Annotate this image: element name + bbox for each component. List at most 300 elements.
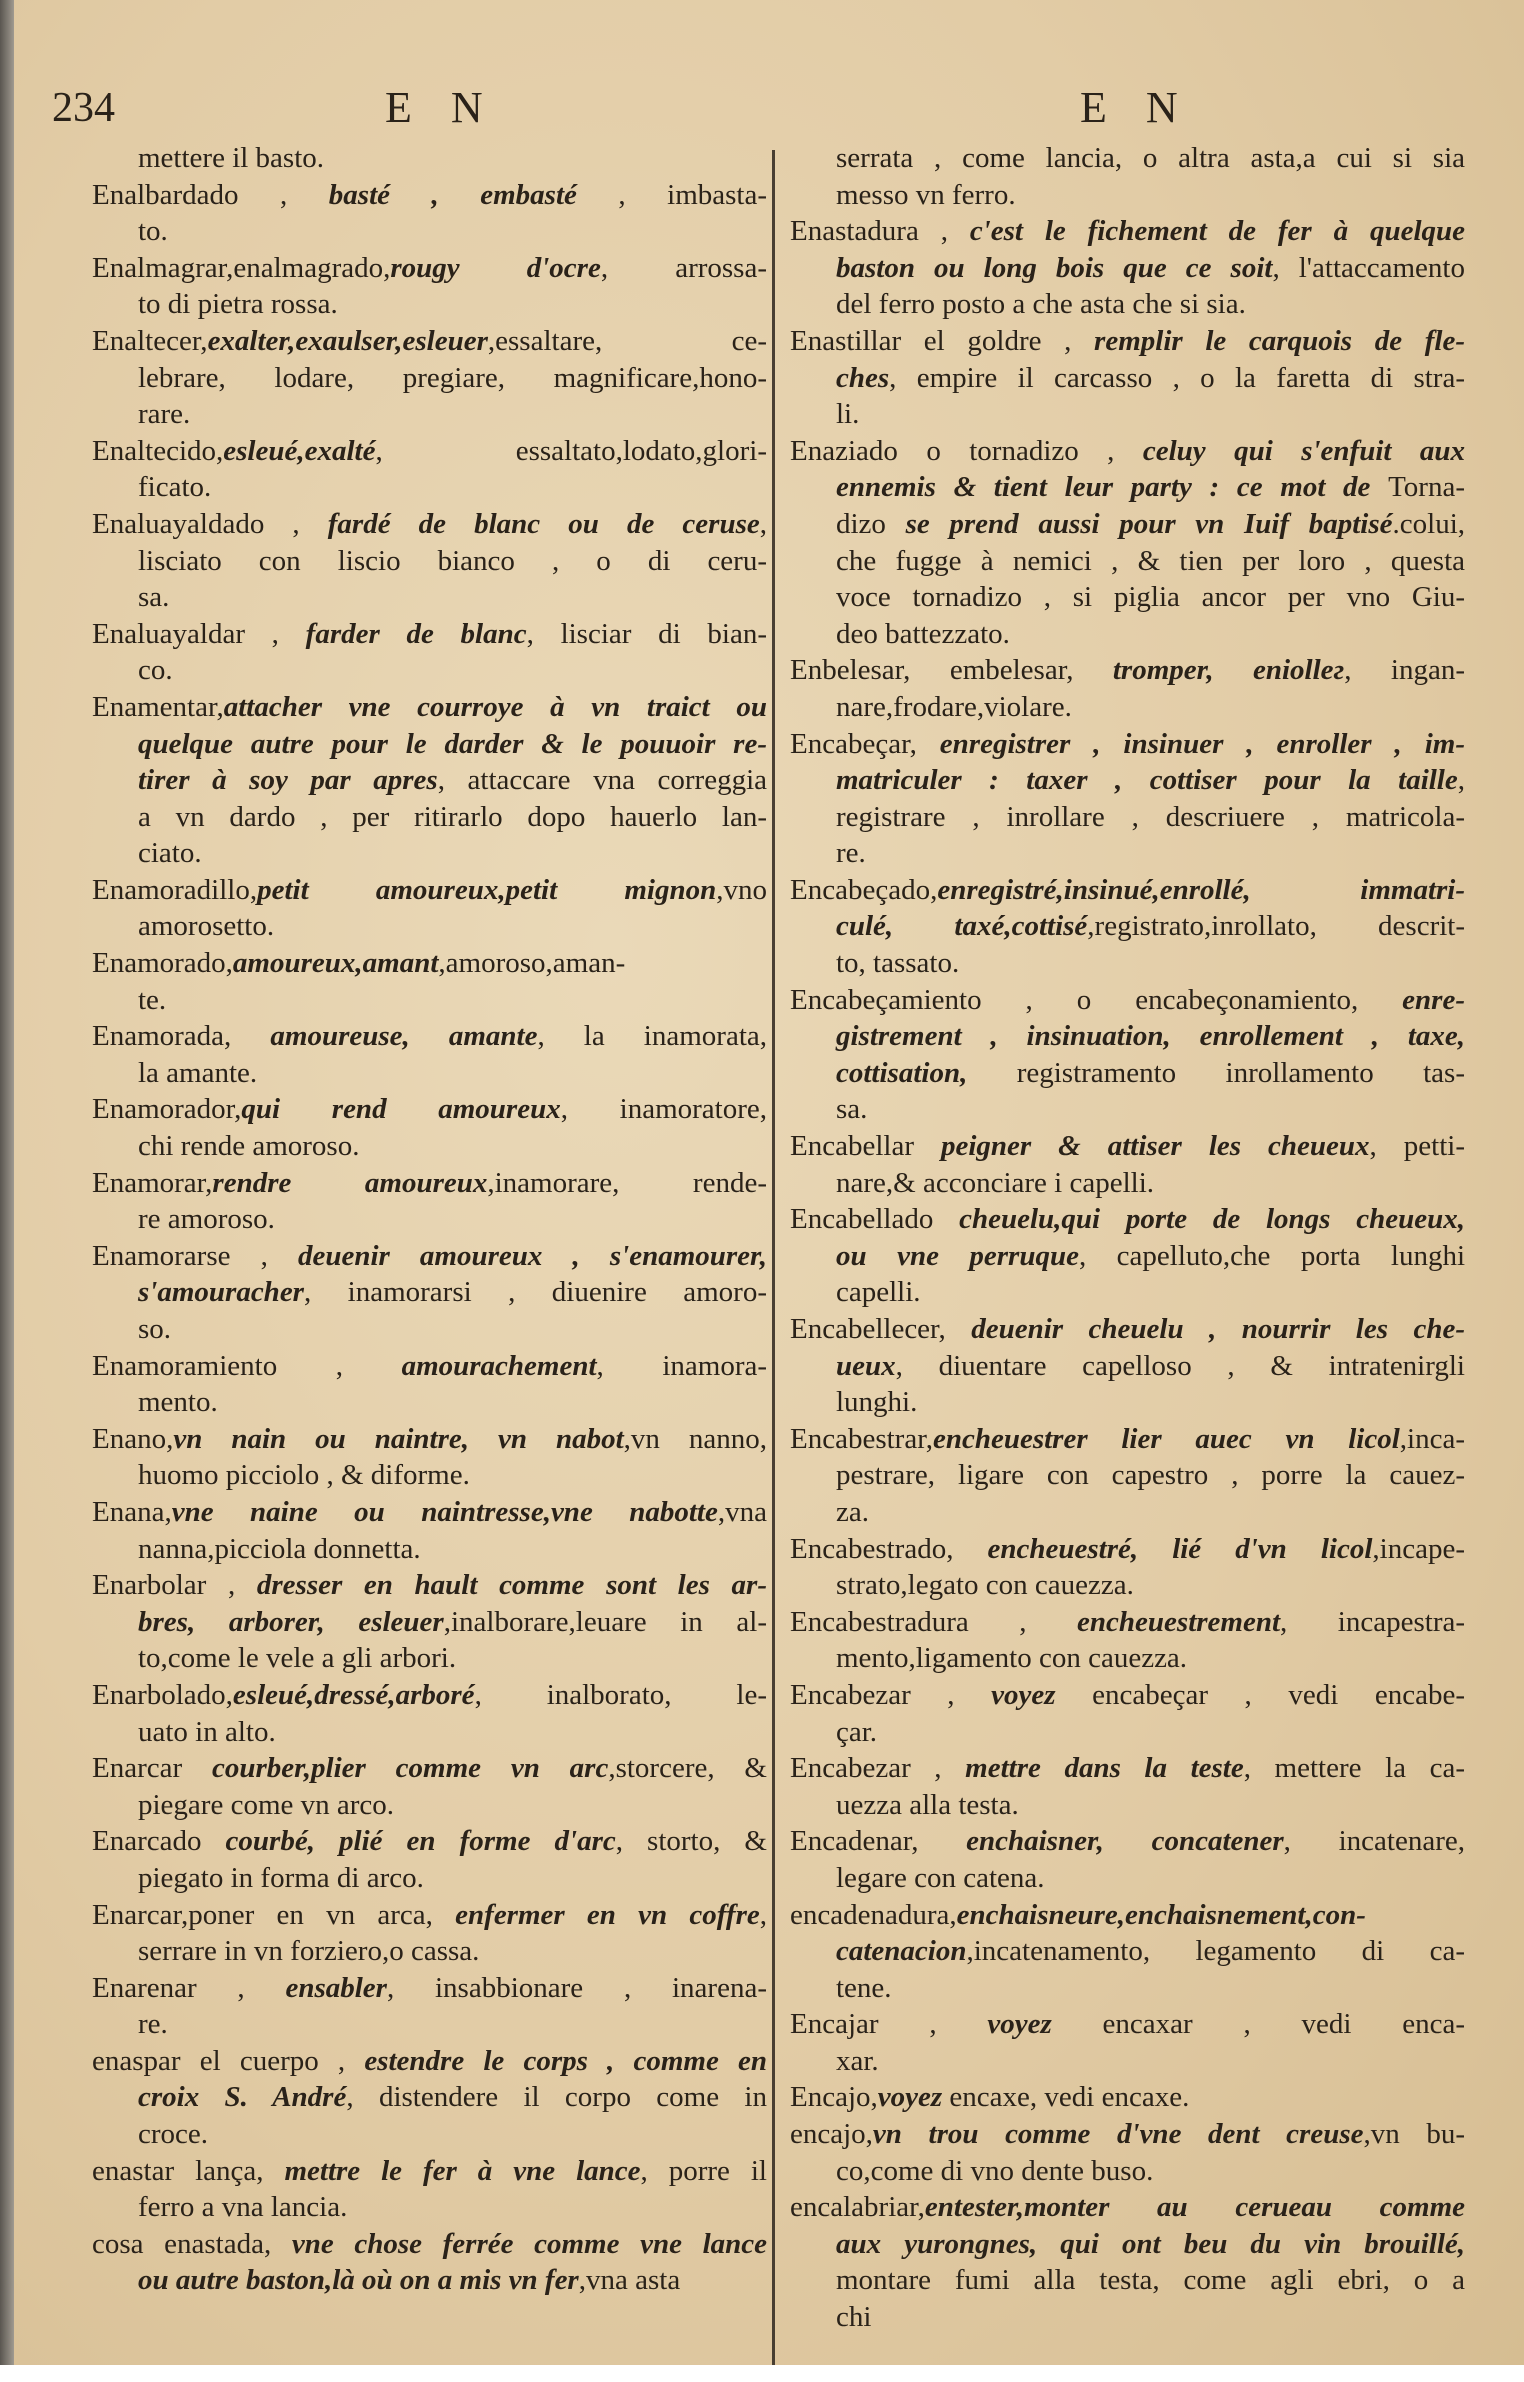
italian-gloss: to, tassato. <box>836 947 960 980</box>
french-gloss: entester,monter au cerueau comme <box>924 2191 1465 2224</box>
dictionary-entry <box>92 872 767 945</box>
dictionary-entry <box>92 250 767 323</box>
italian-gloss: re. <box>836 837 866 870</box>
dictionary-entry <box>92 140 767 177</box>
italian-gloss: capelli. <box>836 1276 921 1309</box>
entry-line <box>92 1384 767 1421</box>
dictionary-entry <box>790 2116 1465 2189</box>
dictionary-entry <box>790 726 1465 872</box>
dictionary-entry <box>92 945 767 1018</box>
french-gloss: voyez <box>987 2008 1052 2041</box>
french-gloss: ennemis & tient leur party : ce mot de <box>836 471 1389 504</box>
italian-gloss: nanna,picciola donnetta. <box>138 1532 421 1565</box>
entry-line <box>790 2006 1465 2043</box>
dictionary-entry <box>92 2043 767 2153</box>
headword-text: Enastillar el goldre , <box>790 324 1095 357</box>
dictionary-entry <box>92 616 767 689</box>
entry-line <box>790 689 1465 726</box>
italian-gloss: ciato. <box>138 837 202 870</box>
dictionary-entry <box>790 433 1465 653</box>
italian-gloss: , inalborato, le- <box>474 1678 767 1711</box>
italian-gloss: messo vn ferro. <box>836 178 1016 211</box>
entry-line <box>92 1677 767 1714</box>
italian-gloss: ,inca- <box>1399 1422 1465 1455</box>
headword-text: Enamorada, <box>92 1020 271 1053</box>
french-gloss: amourachement <box>401 1349 597 1382</box>
italian-gloss: encaxar , vedi enca- <box>1051 2008 1465 2041</box>
entry-line <box>790 286 1465 323</box>
french-gloss: enregistrer , insinuer , enroller , im- <box>939 727 1465 760</box>
headword-text: Enarbolado, <box>92 1678 233 1711</box>
dictionary-entry <box>92 1970 767 2043</box>
headword-text: Encabezar , <box>790 1678 992 1711</box>
running-head-left: E N <box>385 83 497 132</box>
italian-gloss: ,storcere, & <box>608 1752 767 1785</box>
italian-gloss: to,come le vele a gli arbori. <box>138 1642 457 1675</box>
french-gloss: c'est le fichement de fer à quelque <box>969 215 1465 248</box>
entry-line <box>92 689 767 726</box>
dictionary-entry <box>92 2226 767 2299</box>
french-gloss: enre- <box>1402 983 1465 1016</box>
french-gloss: matriculer : taxer , cottiser pour la taille <box>836 764 1458 797</box>
headword-text: Enaluayaldado , <box>92 507 328 540</box>
italian-gloss: chi <box>836 2301 872 2334</box>
italian-gloss: chi rende amoroso. <box>138 1130 360 1163</box>
dictionary-entry <box>92 1421 767 1494</box>
french-gloss: culé, taxé,cottisé <box>836 910 1088 943</box>
dictionary-entry <box>790 1823 1465 1896</box>
entry-line <box>92 1165 767 1202</box>
headword-text: enaspar el cuerpo , <box>92 2044 365 2077</box>
french-gloss: courbé, plié en forme d'arc <box>225 1825 616 1858</box>
entry-line <box>790 1677 1465 1714</box>
italian-gloss: .colui, <box>1392 507 1466 540</box>
entry-line <box>790 1823 1465 1860</box>
entry-line <box>92 2262 767 2299</box>
italian-gloss: re. <box>138 2008 168 2041</box>
italian-gloss: co,come di vno dente buso. <box>836 2154 1154 2187</box>
french-gloss: peigner & attiser les cheueux <box>940 1130 1370 1163</box>
entry-line <box>790 1457 1465 1494</box>
entry-line <box>92 250 767 287</box>
entry-line <box>92 1531 767 1568</box>
headword-text: Encajar , <box>790 2008 988 2041</box>
entry-line <box>790 396 1465 433</box>
dictionary-entry <box>790 213 1465 323</box>
entry-line <box>92 1494 767 1531</box>
french-gloss: catenacion <box>836 1935 967 1968</box>
entry-line <box>790 1640 1465 1677</box>
headword-text: Enarcar <box>92 1752 212 1785</box>
dictionary-entry <box>92 506 767 616</box>
italian-gloss: rare. <box>138 398 191 431</box>
entry-line <box>92 1933 767 1970</box>
italian-gloss: mento,ligamento con cauezza. <box>836 1642 1188 1675</box>
entry-line <box>92 506 767 543</box>
italian-gloss: uezza alla testa. <box>836 1788 1019 1821</box>
headword-text: Encajo, <box>790 2081 878 2114</box>
french-gloss: vn nain ou naintre, vn nabot <box>173 1422 624 1455</box>
headword-text: Encabestrado, <box>790 1532 988 1565</box>
french-gloss: ensabler <box>285 1971 387 2004</box>
dictionary-entry <box>92 323 767 433</box>
italian-gloss: çar. <box>836 1715 878 1748</box>
dictionary-entry <box>92 1567 767 1677</box>
entry-line <box>790 982 1465 1019</box>
entry-line <box>92 396 767 433</box>
dictionary-entry <box>790 1421 1465 1531</box>
french-gloss: enchaisner, concatener <box>966 1825 1284 1858</box>
italian-gloss: , attaccare vna correggia <box>437 764 767 797</box>
italian-gloss: ,incatenamento, legamento di ca- <box>966 1935 1465 1968</box>
french-gloss: tromper, eniollег <box>1112 654 1345 687</box>
entry-line <box>92 579 767 616</box>
entry-line <box>92 652 767 689</box>
dictionary-entry <box>790 1201 1465 1311</box>
headword-text: Encabezar , <box>790 1752 966 1785</box>
headword-text: Encabellar <box>790 1130 941 1163</box>
french-gloss: gistrement , insinuation, enrollement , taxe, <box>836 1020 1465 1053</box>
french-gloss: croix S. André <box>138 2081 347 2114</box>
dictionary-entry <box>790 652 1465 725</box>
headword-text: Enamoramiento , <box>92 1349 402 1382</box>
dictionary-entry <box>790 1897 1465 2007</box>
french-gloss: tirer à soy par apres <box>138 764 438 797</box>
entry-line <box>790 908 1465 945</box>
italian-gloss: legare con catena. <box>836 1861 1045 1894</box>
entry-line <box>790 360 1465 397</box>
entry-line <box>790 1165 1465 1202</box>
french-gloss: aux yurongnes, qui ont beu du vin brouillé, <box>836 2227 1465 2260</box>
italian-gloss: , inamorarsi , diuenire amoro- <box>303 1276 767 1309</box>
french-gloss: qui rend amoureux <box>241 1093 561 1126</box>
french-gloss: vn trou comme d'vne dent creuse <box>872 2118 1364 2151</box>
french-gloss: cheuelu,qui porte de longs cheueux, <box>959 1203 1465 1236</box>
dictionary-entry <box>92 1750 767 1823</box>
dictionary-entry <box>790 1604 1465 1677</box>
french-gloss: ueux <box>836 1349 896 1382</box>
entry-line <box>790 579 1465 616</box>
column-divider <box>772 150 775 2365</box>
italian-gloss: sa. <box>836 1093 868 1126</box>
headword-text: Enamorarse , <box>92 1239 298 1272</box>
dictionary-entry <box>92 1348 767 1421</box>
italian-gloss: serrata , come lancia, o altra asta,a cui si sia <box>836 142 1465 174</box>
entry-line <box>92 469 767 506</box>
entry-line <box>790 1860 1465 1897</box>
entry-line <box>790 1274 1465 1311</box>
entry-line <box>790 433 1465 470</box>
entry-line <box>790 1238 1465 1275</box>
headword-text: Enana, <box>92 1495 172 1528</box>
dictionary-entry <box>92 1165 767 1238</box>
headword-text: Enastadura , <box>790 215 970 248</box>
entry-line <box>790 1787 1465 1824</box>
headword-text: cosa enastada, <box>92 2227 292 2260</box>
headword-text: Enaluayaldar , <box>92 617 306 650</box>
entry-line <box>92 1238 767 1275</box>
entry-line <box>790 1714 1465 1751</box>
dictionary-entry <box>790 1677 1465 1750</box>
entry-line <box>790 2116 1465 2153</box>
french-gloss: fardé de blanc ou de ceruse <box>327 507 760 540</box>
french-gloss: s'amouracher <box>138 1276 304 1309</box>
entry-line <box>790 1018 1465 1055</box>
italian-gloss: ,vn nanno, <box>623 1422 768 1455</box>
entry-line <box>92 1457 767 1494</box>
italian-gloss: te. <box>138 983 167 1016</box>
page-number: 234 <box>52 85 115 131</box>
italian-gloss: nare,& acconciare i capelli. <box>836 1166 1154 1199</box>
italian-gloss: la amante. <box>138 1056 258 1089</box>
italian-gloss: , incapestra- <box>1280 1605 1466 1638</box>
entry-line <box>92 213 767 250</box>
italian-gloss: so. <box>138 1313 172 1345</box>
italian-gloss: croce. <box>138 2118 209 2151</box>
italian-gloss: , essaltato,lodato,glori- <box>375 434 767 467</box>
entry-line <box>92 2153 767 2190</box>
entry-line <box>92 908 767 945</box>
entry-line <box>790 1421 1465 1458</box>
headword-text: Enaziado o tornadizo , <box>790 434 1143 467</box>
dictionary-entry <box>92 2153 767 2226</box>
italian-gloss: to. <box>138 215 168 248</box>
italian-gloss: , porre il <box>640 2154 767 2187</box>
italian-gloss: a vn dardo , per ritirarlo dopo hauerlo lan- <box>138 800 767 833</box>
entry-line <box>790 1055 1465 1092</box>
entry-line <box>790 1091 1465 1128</box>
entry-line <box>790 762 1465 799</box>
italian-gloss: pestrare, ligare con capestro , porre la cauez- <box>836 1459 1465 1492</box>
italian-gloss: ,inamorare, rende- <box>487 1166 767 1199</box>
italian-gloss: ,inalborare,leuare in al- <box>443 1605 767 1638</box>
italian-gloss: , mettere la ca- <box>1243 1752 1465 1785</box>
entry-line <box>92 982 767 1019</box>
italian-gloss: mento. <box>138 1386 218 1419</box>
entry-line <box>790 799 1465 836</box>
entry-line <box>790 1384 1465 1421</box>
entry-line <box>92 2043 767 2080</box>
dictionary-entry <box>790 982 1465 1128</box>
italian-gloss: mettere il basto. <box>138 142 325 174</box>
french-gloss: ches <box>836 361 890 394</box>
italian-gloss: serrare in vn forziero,o cassa. <box>138 1935 480 1968</box>
french-gloss: quelque autre pour le darder & le pouuoir re- <box>138 727 767 760</box>
french-gloss: voyez <box>877 2081 943 2114</box>
entry-line <box>790 1567 1465 1604</box>
headword-text: Enamorar, <box>92 1166 213 1199</box>
italian-gloss: za. <box>836 1495 869 1528</box>
italian-gloss: huomo picciolo , & diforme. <box>138 1459 470 1492</box>
dictionary-entry <box>92 1238 767 1348</box>
entry-line <box>790 616 1465 653</box>
french-gloss: mettre le fer à vne lance <box>284 2154 641 2187</box>
italian-gloss: ,registrato,inrollato, descrit- <box>1087 910 1466 943</box>
entry-line <box>92 835 767 872</box>
french-gloss: rendre amoureux <box>212 1166 488 1199</box>
dictionary-entry <box>92 1091 767 1164</box>
entry-line <box>790 1311 1465 1348</box>
entry-line <box>790 543 1465 580</box>
italian-gloss: co. <box>138 654 173 687</box>
headword-text: encadenadura, <box>790 1898 957 1931</box>
italian-gloss: sa. <box>138 581 170 614</box>
french-gloss: vne chose ferrée comme vne lance <box>291 2227 768 2260</box>
dictionary-entry <box>92 1494 767 1567</box>
entry-line <box>790 1201 1465 1238</box>
entry-line <box>790 872 1465 909</box>
headword-text: Enamorador, <box>92 1093 242 1126</box>
dictionary-entry <box>790 2189 1465 2335</box>
dictionary-entry <box>790 1311 1465 1421</box>
french-gloss: deuenir amoureux , s'enamourer, <box>297 1239 767 1272</box>
entry-line <box>790 2262 1465 2299</box>
italian-gloss: montare fumi alla testa, come agli ebri, o a <box>836 2264 1465 2297</box>
headword-text: encalabriar, <box>790 2191 925 2224</box>
headword-text: Encabeçado, <box>790 873 938 906</box>
italian-gloss: registramento inrollamento tas- <box>967 1056 1465 1089</box>
italian-gloss: xar. <box>836 2044 879 2077</box>
french-gloss: estendre le corps , comme en <box>364 2044 767 2077</box>
entry-line <box>92 1787 767 1824</box>
italian-gloss: ,incape- <box>1372 1532 1465 1565</box>
entry-line <box>92 2116 767 2153</box>
italian-gloss: , insabbionare , inarena- <box>386 1971 767 2004</box>
entry-line <box>790 1750 1465 1787</box>
entry-line <box>790 2226 1465 2263</box>
headword-text: Enamorado, <box>92 947 233 980</box>
entry-line <box>92 872 767 909</box>
entry-line <box>790 1494 1465 1531</box>
italian-gloss: ficato. <box>138 471 212 504</box>
italian-gloss: lisciato con liscio bianco , o di ceru- <box>138 544 767 577</box>
entry-line <box>92 1091 767 1128</box>
french-gloss: mettre dans la teste <box>965 1752 1244 1785</box>
italian-gloss: , arrossa- <box>600 251 767 284</box>
french-gloss: enchaisneure,enchaisnement,con- <box>956 1898 1366 1931</box>
entry-line <box>790 2079 1465 2116</box>
dictionary-entry <box>790 872 1465 982</box>
dictionary-entry <box>790 1531 1465 1604</box>
french-gloss: farder de blanc <box>305 617 527 650</box>
french-gloss: deuenir cheuelu , nourrir les che- <box>971 1313 1465 1345</box>
entry-line <box>790 726 1465 763</box>
italian-gloss: , distendere il corpo come in <box>346 2081 767 2114</box>
entry-line <box>92 1970 767 2007</box>
italian-gloss: re amoroso. <box>138 1203 275 1236</box>
entry-line <box>92 1018 767 1055</box>
entry-line <box>790 469 1465 506</box>
dictionary-entry <box>92 1823 767 1896</box>
headword-text: Enaltecido, <box>92 434 224 467</box>
dictionary-entry <box>92 1897 767 1970</box>
dictionary-entry <box>790 323 1465 433</box>
french-gloss: basté , embasté <box>328 178 577 211</box>
italian-gloss: ,amoroso,aman- <box>438 947 626 980</box>
italian-gloss: , lisciar di bian- <box>526 617 767 650</box>
entry-line <box>92 1128 767 1165</box>
entry-line <box>790 2153 1465 2190</box>
french-gloss: esleué,dressé,arboré <box>232 1678 475 1711</box>
italian-gloss: lebrare, lodare, pregiare, magnificare,hono- <box>138 361 767 394</box>
headword-text: Encabellado <box>790 1203 960 1236</box>
headword-text: enastar lança, <box>92 2154 285 2187</box>
french-gloss: voyez <box>991 1678 1056 1711</box>
italian-gloss: encabeçar , vedi encabe- <box>1055 1678 1466 1711</box>
italian-gloss: tene. <box>836 1971 892 2004</box>
headword-text: Enarbolar , <box>92 1569 257 1602</box>
italian-gloss: ,essaltare, ce- <box>487 324 767 357</box>
headword-text: Encabestrar, <box>790 1422 933 1455</box>
entry-line <box>92 945 767 982</box>
entry-line <box>92 1421 767 1458</box>
headword-text: Enamoradillo, <box>92 873 258 906</box>
dictionary-entry <box>92 177 767 250</box>
french-gloss: cottisation, <box>836 1056 968 1089</box>
headword-text: Enbelesar, embelesar, <box>790 654 1113 687</box>
entry-line <box>92 1640 767 1677</box>
entry-line <box>92 2189 767 2226</box>
italian-gloss: , diuentare capelloso , & intratenirgli <box>895 1349 1465 1382</box>
french-gloss: baston ou long bois que ce soit <box>836 251 1273 284</box>
italian-gloss: ,vno <box>716 873 767 906</box>
entry-line <box>790 2043 1465 2080</box>
entry-line <box>92 1714 767 1751</box>
italian-gloss: , empire il carcasso , o la faretta di stra- <box>889 361 1465 394</box>
italian-gloss: , petti- <box>1369 1130 1465 1163</box>
running-head-right: E N <box>1080 83 1192 132</box>
italian-gloss: , la inamorata, <box>537 1020 768 1053</box>
italian-gloss: voce tornadizo , si piglia ancor per vno Giu- <box>836 581 1465 614</box>
italian-gloss: , incatenare, <box>1283 1825 1465 1858</box>
entry-line <box>92 1823 767 1860</box>
italian-gloss: , storto, & <box>615 1825 767 1858</box>
entry-line <box>92 360 767 397</box>
italian-gloss: to di pietra rossa. <box>138 288 338 321</box>
italian-gloss: nare,frodare,violare. <box>836 690 1072 723</box>
entry-line <box>790 140 1465 177</box>
french-gloss: celuy qui s'enfuit aux <box>1142 434 1465 467</box>
entry-line <box>92 1860 767 1897</box>
italian-gloss: uato in alto. <box>138 1715 276 1748</box>
italian-gloss: , inamora- <box>596 1349 767 1382</box>
french-gloss: remplir le carquois de fle- <box>1094 324 1465 357</box>
french-gloss: courber,plier comme vn arc <box>211 1752 609 1785</box>
entry-line <box>790 1604 1465 1641</box>
italian-gloss: piegare come vn arco. <box>138 1788 395 1821</box>
italian-gloss: deo battezzato. <box>836 617 1010 650</box>
entry-line <box>790 1933 1465 1970</box>
italian-gloss: , <box>1457 764 1465 797</box>
entry-line <box>92 616 767 653</box>
entry-line <box>92 2079 767 2116</box>
french-gloss: amoureuse, amante <box>270 1020 538 1053</box>
headword-text: Enaltecer, <box>92 324 208 357</box>
french-gloss: dresser en hault comme sont les ar- <box>256 1569 767 1602</box>
italian-gloss: , inamoratore, <box>560 1093 767 1126</box>
entry-line <box>92 1897 767 1934</box>
entry-line <box>92 1604 767 1641</box>
entry-line <box>92 762 767 799</box>
italian-gloss: , l'attaccamento <box>1272 251 1465 284</box>
entry-line <box>92 1348 767 1385</box>
italian-gloss: strato,legato con cauezza. <box>836 1569 1134 1602</box>
french-gloss: ou vne perruque <box>836 1239 1079 1272</box>
dictionary-entry <box>790 2079 1465 2116</box>
dictionary-entry <box>790 140 1465 213</box>
headword-text: encajo, <box>790 2118 873 2151</box>
italian-gloss: , ingan- <box>1344 654 1465 687</box>
